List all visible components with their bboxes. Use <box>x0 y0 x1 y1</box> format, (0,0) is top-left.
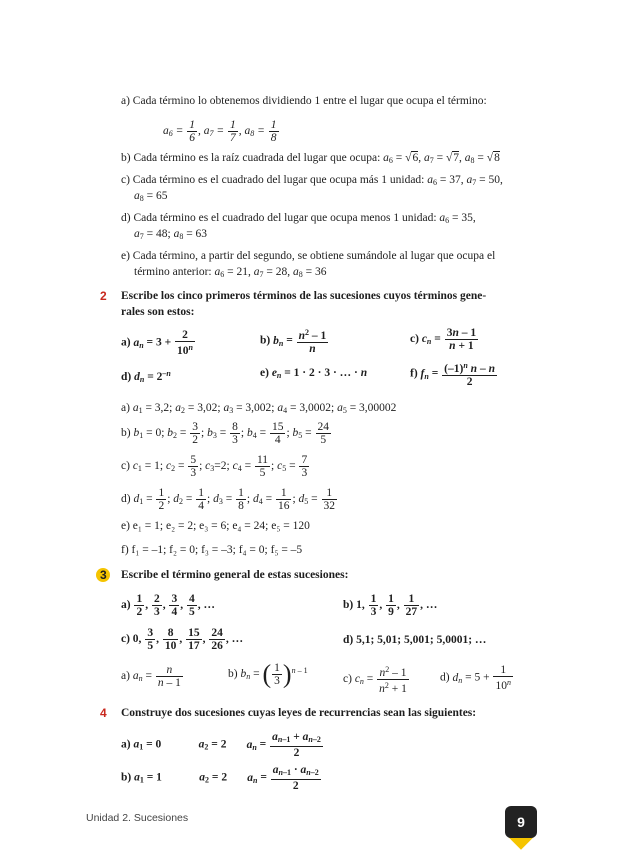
exercise-2-number: 2 <box>100 289 107 303</box>
exercise-2-statement-2: rales son estos: <box>121 306 195 318</box>
p1-a-values: $a_6$ = $\frac{1}{6}$ , $a_7$ = $\frac{1}{7}$ , $a_8$ = $\frac{1}{8}$ <box>163 119 277 144</box>
p1-b: b) Cada término es la raíz cuadrada del lugar que ocupa: $a_6 = √6$, $a_7 = √7$, $a_8 = √8$ <box>121 152 500 165</box>
ex2-answer-e: e) e₁ = 1; e₂ = 2; e₃ = 6; e₄ = 24; e₅ = 120 <box>121 520 310 532</box>
ex2-formula-b: b) $b_n$ = $\frac{n^2 - 1}{n}$ <box>260 328 327 355</box>
ex2-answer-b: b) $b_1 = 0$; $b_2$ = $\frac{3}{2}$ ; $b_3$ = $\frac{8}{3}$ ; $b_4$ = $\frac{15}{4}$ ; $b_5$ = $\frac{24}{5}$ <box>121 421 330 446</box>
ex2-answer-a: a) $a_1 = 3,2$; $a_2 = 3,02$; $a_3 = 3,002$; $a_4 = 3,0002$; $a_5 = 3,00002$ <box>121 402 397 415</box>
ex3-seq-d: d) 5,1; 5,01; 5,001; 5,0001; … <box>343 634 487 646</box>
ex2-formula-d: d) $d_n = 2^{-n}$ <box>121 369 171 384</box>
p1-d-line1: d) Cada término es el cuadrado del lugar que ocupa menos 1 unidad: $a_6 = 35$, <box>121 212 476 225</box>
p1-e-line2: término anterior: $a_6 = 21$, $a_7 = 28$, $a_8 = 36$ <box>134 266 327 279</box>
exercise-3-statement: Escribe el término general de estas sucesiones: <box>121 569 349 581</box>
ex2-formula-f: f) $f_n$ = $\frac{(-1)^n n - n}{2}$ <box>410 361 495 388</box>
ex2-answer-d: d) $d_1$ = $\frac{1}{2}$ ; $d_2$ = $\frac{1}{4}$ ; $d_3$ = $\frac{1}{8}$ ; $d_4$ = $\frac{1}{16}$ ; $d_5$ = $\frac{1}{32}$ <box>121 487 336 512</box>
exercise-2-statement-1: Escribe los cinco primeros términos de las sucesiones cuyos términos gene- <box>121 290 487 302</box>
ex4-recurrence-a: a) $a_1 = 0$ $a_2 = 2$ $a_n$ = $\frac{a_{n-1} + a_{n-2}}{2}$ <box>121 731 321 759</box>
exercise-3-number: 3 <box>100 568 107 582</box>
ex4-recurrence-b: b) $a_1 = 1$ $a_2 = 2$ $a_n$ = $\frac{a_{n-1} \cdot a_{n-2}}{2}$ <box>121 764 319 792</box>
footer-unit: Unidad 2. Sucesiones <box>86 812 189 824</box>
exercise-4-statement: Construye dos sucesiones cuyas leyes de recurrencias sean las siguientes: <box>121 707 477 719</box>
ex3-answer-d: d) $d_n = 5$ + $\frac{1}{10^n}$ <box>440 664 511 692</box>
ex2-answer-c: c) $c_1 = 1$; $c_2$ = $\frac{5}{3}$ ; $c_3=2$; $c_4$ = $\frac{11}{5}$ ; $c_5$ = $\frac{7}{3}$ <box>121 454 308 479</box>
p1-e-line1: e) Cada término, a partir del segundo, se obtiene sumándole al lugar que ocupa el <box>121 250 496 262</box>
exercise-4-number: 4 <box>100 706 107 720</box>
p1-a-intro: a) Cada término lo obtenemos dividiendo 1 entre el lugar que ocupa el término: <box>121 95 487 107</box>
ex2-formula-c: c) $c_n$ = $\frac{3n - 1}{n + 1}$ <box>410 327 477 352</box>
page-number: 9 <box>505 806 537 838</box>
ex3-answer-b: b) $b_n$ = ( $\frac{1}{3}$ )$^{n - 1}$ <box>228 659 308 689</box>
ex3-answer-c: c) $c_n$ = $\frac{n^2 - 1}{n^2 + 1}$ <box>343 665 407 695</box>
p1-c-line2: $a_8 = 65$ <box>134 190 168 203</box>
ex3-seq-c: c) 0, $\frac{3}{5}$ , $\frac{8}{10}$ , $\frac{15}{17}$ , $\frac{24}{26}$ , … <box>121 627 244 652</box>
ex2-formula-a: a) $a_n = 3$ + $\frac{2}{10^n}$ <box>121 329 193 357</box>
ex3-seq-a: a) $\frac{1}{2}$ , $\frac{2}{3}$ , $\frac{3}{4}$ , $\frac{4}{5}$ , … <box>121 593 215 618</box>
ex2-answer-f: f) f₁ = –1; f₂ = 0; f₃ = –3; f₄ = 0; f₅ = –5 <box>121 544 303 556</box>
ex3-seq-b: b) 1, $\frac{1}{3}$ , $\frac{1}{9}$ , $\frac{1}{27}$ , … <box>343 593 438 618</box>
p1-d-line2: $a_7 = 48$; $a_8 = 63$ <box>134 228 208 241</box>
p1-c-line1: c) Cada término es el cuadrado del lugar que ocupa más 1 unidad: $a_6 = 37$, $a_7 = 50$, <box>121 174 503 187</box>
ex2-formula-e: e) $e_n = 1 \cdot 2 \cdot 3$ · … · n <box>260 367 368 380</box>
ex3-answer-a: a) $a_n$ = $\frac{n}{n - 1}$ <box>121 664 181 689</box>
